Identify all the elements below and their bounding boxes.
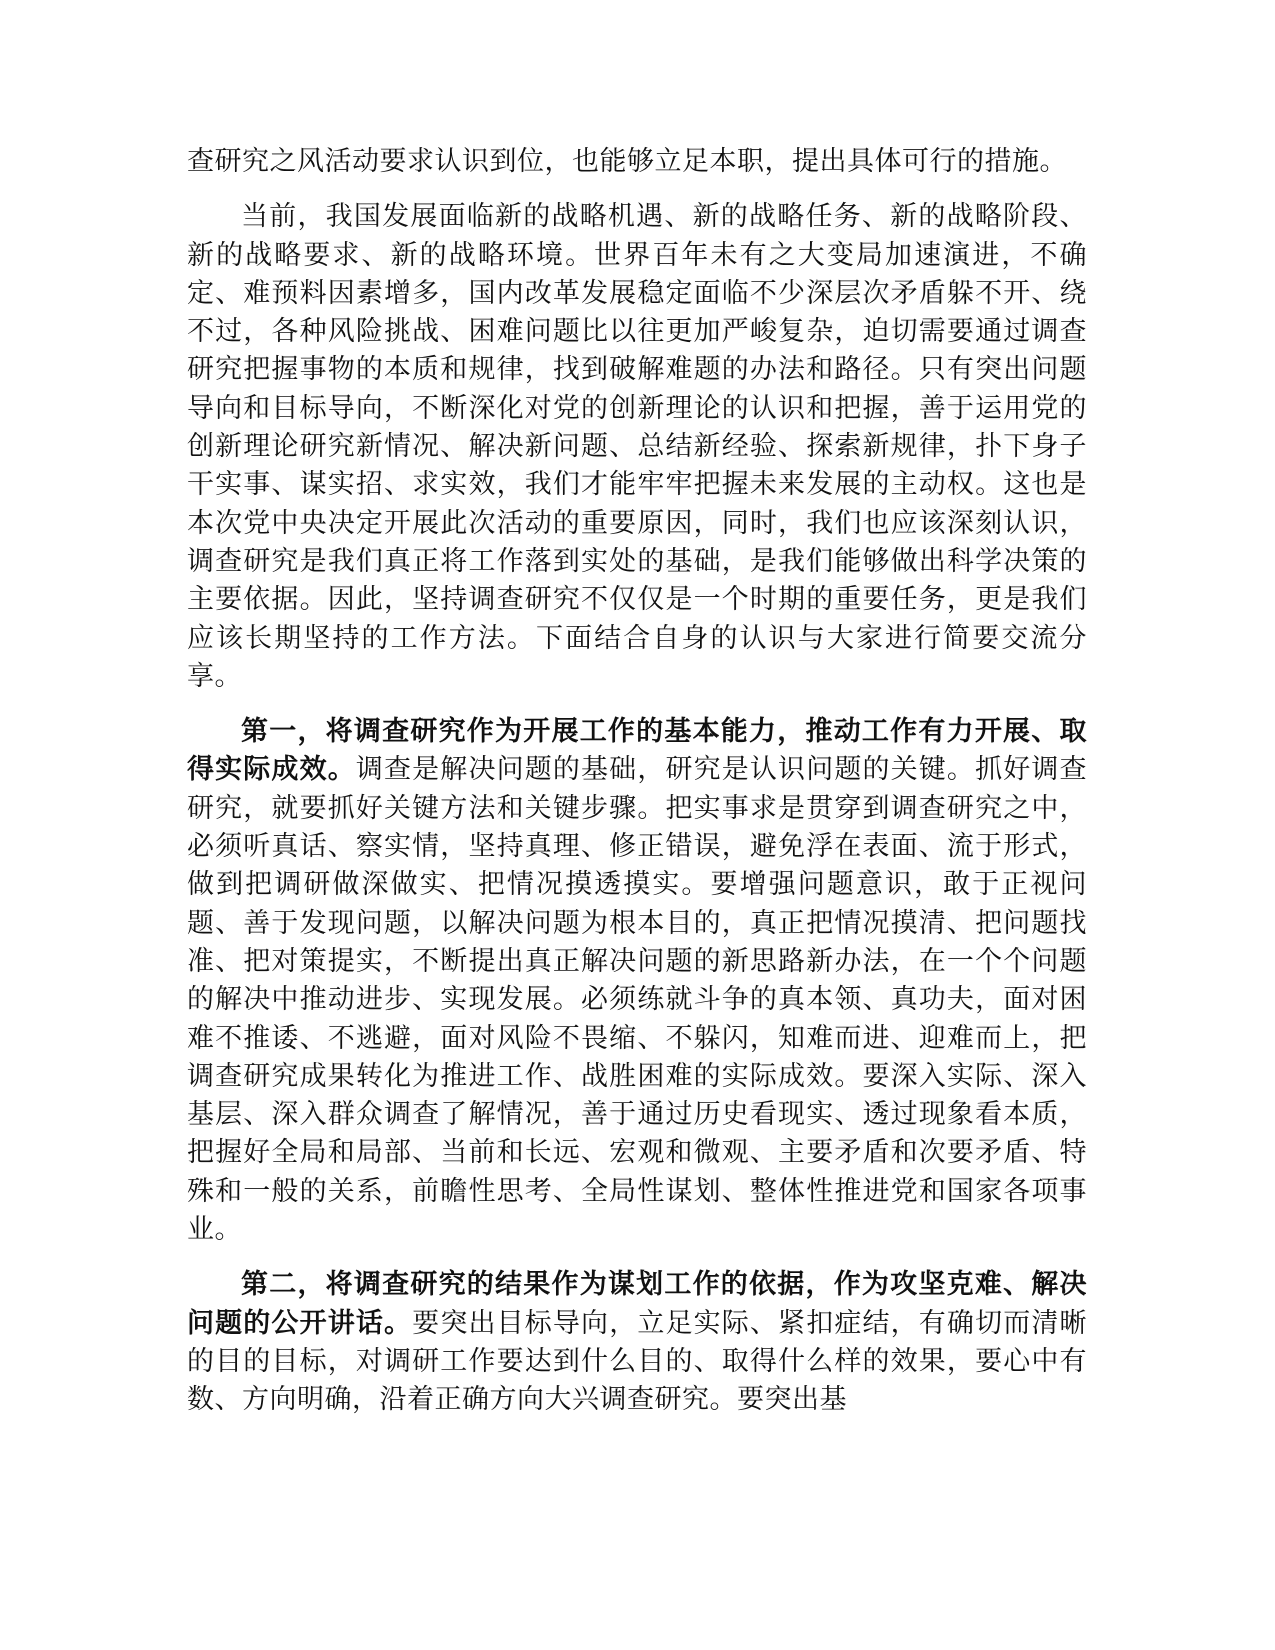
paragraph-text: 调查是解决问题的基础，研究是认识问题的关键。抓好调查研究，就要抓好关键方法和关键步骤。把实事求是贯穿到调查研究之中，必须听真话、察实情，坚持真理、修正错误，避免浮在表面、流于形式，做到把调研做深做实、把情况摸透摸实。要增强问题意识，敢于正视问题、善于发现问题，以解决问题为根本目的，真正把情况摸清、把问题找准、把对策提实，不断提出真正解决问题的新思路新办法，在一个个问题的解决中推动进步、实现发展。必须练就斗争的真本领、真功夫，面对困难不推诿、不逃避，面对风险不畏缩、不躲闪，知难而进、迎难而上，把调查研究成果转化为推进工作、战胜困难的实际成效。要深入实际、深入基层、深入群众调查了解情况，善于通过历史看现实、透过现象看本质，把握好全局和局部、当前和长远、宏观和微观、主要矛盾和次要矛盾、特殊和一般的关系，前瞻性思考、全局性谋划、整体性推进党和国家各项事业。 — [187, 754, 1088, 1246]
paragraph-continuation — [187, 143, 1087, 181]
paragraph-heading: 第一，将调查研究作为开展工作的基本能力，推动工作有力开展、取得实际成效。 — [187, 716, 1087, 786]
paragraph-text: 要突出目标导向，立足实际、紧扣症结，有确切而清晰的目的目标，对调研工作要达到什么目的、取得什么样的效果，要心中有数、方向明确，沿着正确方向大兴调查研究。要突出基 — [187, 1307, 1088, 1416]
paragraph-text: 当前，我国发展面临新的战略机遇、新的战略任务、新的战略阶段、新的战略要求、新的战略环境。世界百年未有之大变局加速演进，不确定、难预料因素增多，国内改革发展稳定面临不少深层次矛盾躲不开、绕不过，各种风险挑战、困难问题比以往更加严峻复杂，迫切需要通过调查研究把握事物的本质和规律，找到破解难题的办法和路径。只有突出问题导向和目标导向，不断深化对党的创新理论的认识和把握，善于运用党的创新理论研究新情况、解决新问题、总结新经验、探索新规律，扑下身子干实事、谋实招、求实效，我们才能牢牢把握未来发展的主动权。这也是本次党中央决定开展此次活动的重要原因，同时，我们也应该深刻认识，调查研究是我们真正将工作落到实处的基础，是我们能够做出科学决策的主要依据。因此，坚持调查研究不仅仅是一个时期的重要任务，更是我们应该长期坚持的工作方法。下面结合自身的认识与大家进行简要交流分享。 — [187, 201, 1087, 692]
paragraph-point-two — [187, 1266, 1087, 1419]
document-body — [187, 143, 1087, 1420]
paragraph-current-situation — [187, 198, 1087, 696]
paragraph-point-one — [187, 713, 1087, 1249]
paragraph-heading: 第二，将调查研究的结果作为谋划工作的依据，作为攻坚克难、解决问题的公开讲话。 — [187, 1269, 1087, 1339]
paragraph-text: 查研究之风活动要求认识到位，也能够立足本职，提出具体可行的措施。 — [187, 146, 1067, 177]
